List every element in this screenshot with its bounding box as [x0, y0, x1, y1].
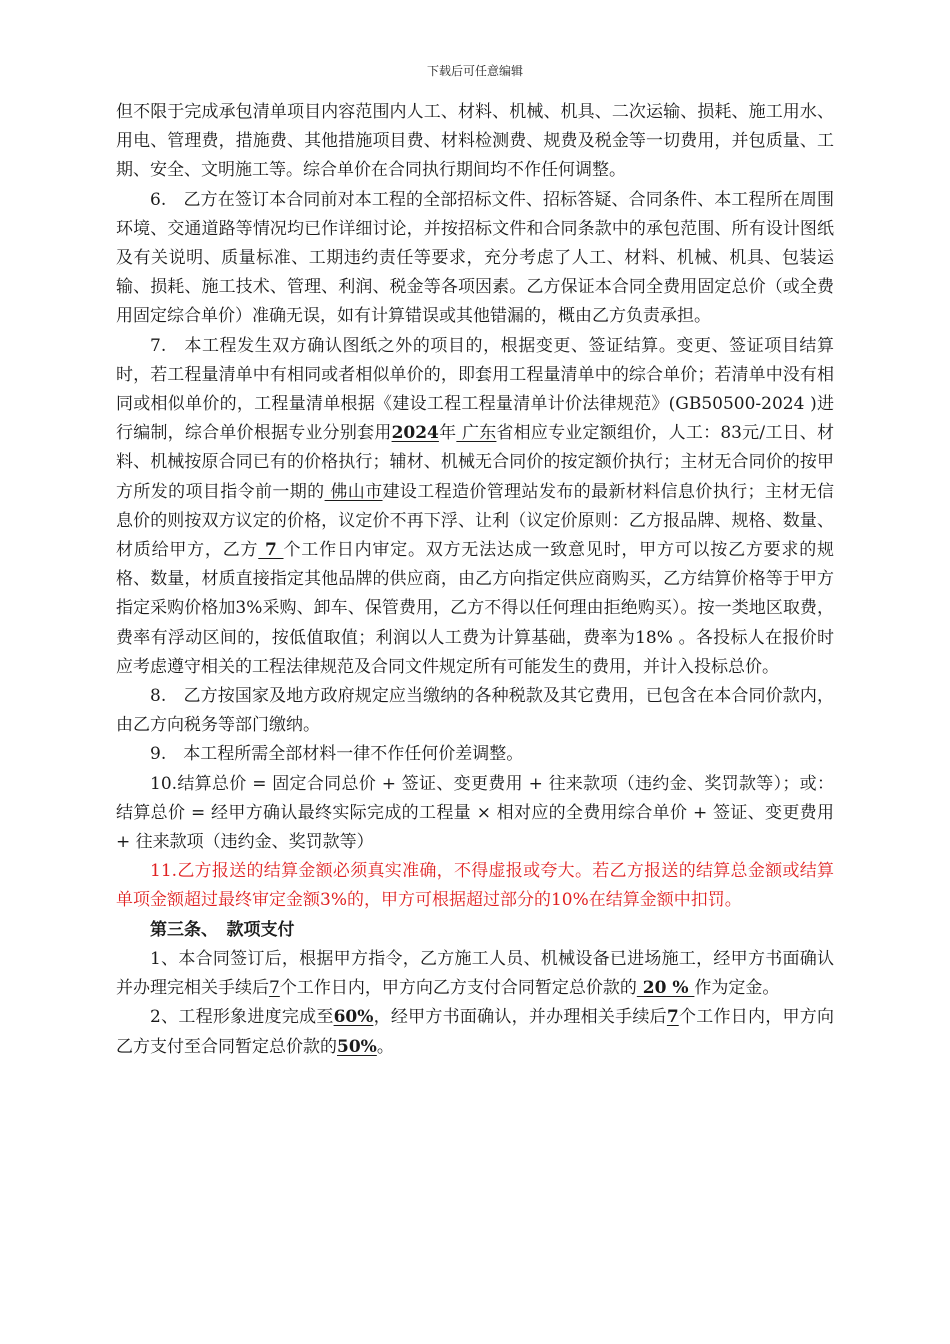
clause-7 [116, 332, 834, 682]
clause-7-city: 佛山市 [324, 481, 383, 502]
clause-6: 6. 乙方在签订本合同前对本工程的全部招标文件、招标答疑、合同条件、本工程所在周围环境、交通道路等情况均已作详细讨论，并按招标文件和合同条款中的承包范围、所有设计图纸及有关说明、质量标准、工期违约责任等要求，充分考虑了人工、材料、机械、机具、包装运输、损耗、施工技术、管理、利润、税金等各项因素。乙方保证本合同全费用固定总价（或全费用固定综合单价）准确无误，如有计算错误或其他错漏的，概由乙方负责承担。 [116, 189, 834, 327]
document-body [116, 98, 834, 1062]
payment-2-text-2: ，经甲方书面确认，并办理相关手续后 [373, 1007, 667, 1028]
clause-11-number: 11. [150, 861, 178, 882]
payment-2-percentage: 50% [337, 1036, 377, 1057]
payment-1-percentage: 20 % [636, 978, 695, 999]
clause-7-text-1: 7. 本工程发生双方确认图纸之外的项目的，根据变更、签证结算。变更、签证项目结算时，若工程量清单中有相同或者相似单价的，即套用工程量清单中的综合单价；若清单中没有相同或相似单价的，工程量清单根据《建设工程工程量清单计价法律规范》(GB50500-2024 )进行编制，综合单价根据专业分别套用 [116, 335, 834, 444]
clause-7-province: 广东 [456, 423, 497, 444]
clause-11 [116, 857, 834, 915]
clause-10: 10.结算总价 = 固定合同总价 + 签证、变更费用 + 往来款项（违约金、奖罚款等）；或：结算总价 = 经甲方确认最终实际完成的工程量 × 相对应的全费用综合单价 + 签证、变更费用 + 往来款项（违约金、奖罚款等） [116, 773, 834, 853]
clause-7-text-3: 省相应专业定额组价，人工：83元/工日、材料、机械按原合同已有的价格执行；辅材、机械无合同价的按定额价执行；主材无合同价的按甲方所发的项目指令前一期的 [116, 423, 835, 502]
clause-7-text-5: 个工作日内审定。双方无法达成一致意见时，甲方可以按乙方要求的规格、数量，材质直接指定其他品牌的供应商，由乙方向指定供应商购买，乙方结算价格等于甲方指定采购价格加3%采购、卸车、保管费用，乙方不得以任何理由拒绝购买）。按一类地区取费，费率有浮动区间的，按低值取值；利润以人工费为计算基础，费率为18% 。各投标人在报价时应考虑遵守相关的工程法律规范及合同文件规定所有可能发生的费用，并计入投标总价。 [116, 540, 834, 677]
payment-1-text-3: 作为定金。 [694, 978, 780, 999]
payment-1-text-1: 1、本合同签订后，根据甲方指令，乙方施工人员、机械设备已进场施工，经甲方书面确认并办理完相关手续后 [116, 948, 834, 999]
payment-2-text-4: 。 [376, 1036, 394, 1057]
payment-2-text-1: 2、工程形象进度完成至 [150, 1007, 334, 1028]
section-heading-article-3: 第三条、 款项支付 [150, 919, 295, 940]
payment-item-1 [116, 945, 834, 1003]
clause-9: 9. 本工程所需全部材料一律不作任何价差调整。 [150, 744, 524, 765]
payment-2-text-3: 个工作日内，甲方向乙方支付至合同暂定总价款的 [116, 1007, 835, 1057]
payment-1-days: 7 [269, 978, 280, 999]
page-header: 下载后可任意编辑 [426, 64, 523, 78]
payment-2-progress: 60% [333, 1007, 374, 1028]
clause-7-year: 2024 [391, 423, 439, 444]
clause-11-text: 乙方报送的结算金额必须真实准确，不得虚报或夸大。若乙方报送的结算总金额或结算单项金额超过最终审定金额3%的，甲方可根据超过部分的10%在结算金额中扣罚。 [116, 861, 834, 911]
clause-7-text-2: 年 [438, 423, 457, 444]
payment-item-2 [116, 1003, 834, 1061]
paragraph-continuation: 但不限于完成承包清单项目内容范围内人工、材料、机械、机具、二次运输、损耗、施工用水、用电、管理费，措施费、其他措施项目费、材料检测费、规费及税金等一切费用，并包质量、工期、安全、文明施工等。综合单价在合同执行期间均不作任何调整。 [116, 102, 834, 181]
clause-7-text-4: 建设工程造价管理站发布的最新材料信息价执行；主材无信息价的则按双方议定的价格，议定价不再下浮、让利（议定价原则：乙方报品牌、规格、数量、材质给甲方，乙方 [116, 481, 835, 561]
payment-1-text-2: 个工作日内，甲方向乙方支付合同暂定总价款的 [279, 978, 637, 999]
clause-8: 8. 乙方按国家及地方政府规定应当缴纳的各种税款及其它费用，已包含在本合同价款内，由乙方向税务等部门缴纳。 [116, 686, 834, 736]
clause-7-days: 7 [258, 540, 284, 561]
payment-2-days: 7 [666, 1007, 679, 1028]
